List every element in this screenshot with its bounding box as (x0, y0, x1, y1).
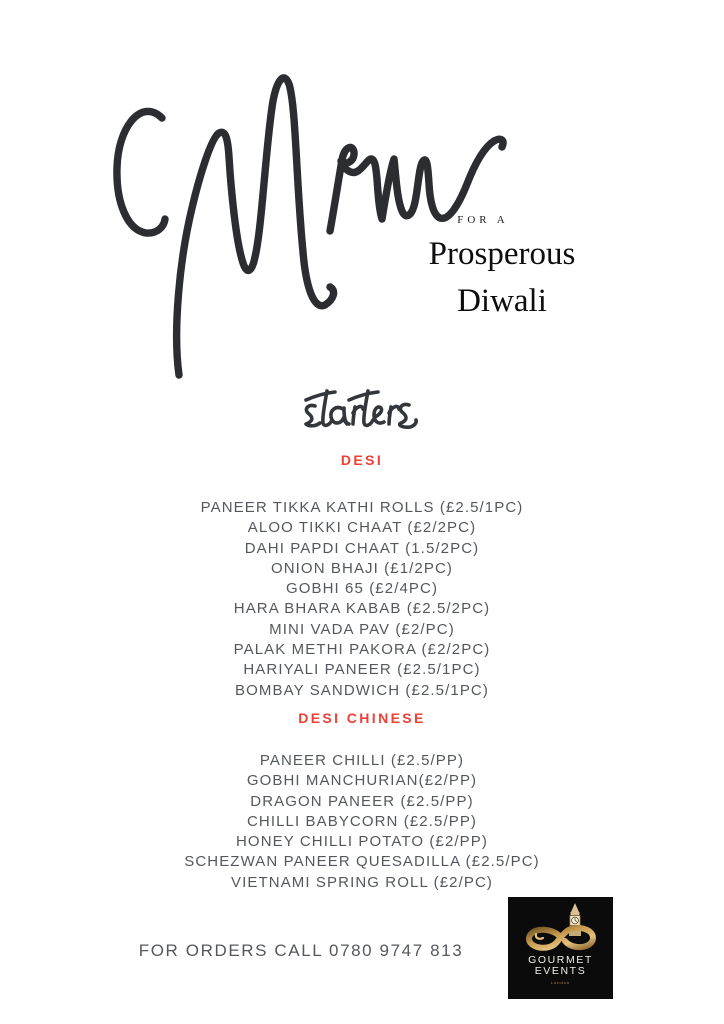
page-title-line2: Diwali (457, 283, 547, 319)
menu-sections (0, 452, 724, 893)
menu-item: DRAGON PANEER (£2.5/PP) (250, 792, 474, 810)
logo-name-line1: GOURMET (528, 954, 593, 966)
menu-item: PALAK METHI PAKORA (£2/2PC) (233, 641, 491, 659)
menu-item: ONION BHAJI (£1/2PC) (270, 559, 454, 577)
menu-item: CHILLI BABYCORN (£2.5/PP) (246, 812, 478, 830)
menu-item: MINI VADA PAV (£2/PC) (269, 620, 455, 638)
orders-contact-line: FOR ORDERS CALL 0780 9747 813 (138, 941, 464, 960)
menu-item: BOMBAY SANDWICH (£2.5/1PC) (235, 681, 489, 699)
menu-section-heading: DESI (340, 452, 384, 468)
logo-name-line2: EVENTS (534, 965, 587, 977)
logo-tagline: London (550, 980, 571, 985)
eyebrow-text: FOR A (457, 214, 509, 226)
menu-item: GOBHI 65 (£2/4PC) (285, 580, 439, 598)
menu-item: ALOO TIKKI CHAAT (£2/2PC) (247, 519, 477, 537)
starters-script-label (298, 383, 424, 437)
infinity-bigben-logo-icon (522, 902, 600, 954)
menu-section-heading: DESI CHINESE (298, 709, 426, 726)
menu-item: DAHI PAPDI CHAAT (1.5/2PC) (244, 539, 480, 557)
menu-item: HARA BHARA KABAB (£2.5/2PC) (233, 600, 491, 618)
gourmet-events-logo (508, 897, 613, 999)
page-title (388, 231, 616, 325)
menu-item: GOBHI MANCHURIAN(£2/PP) (246, 772, 478, 790)
menu-item: HONEY CHILLI POTATO (£2/PP) (236, 833, 488, 851)
menu-item: PANEER CHILLI (£2.5/PP) (259, 751, 465, 769)
logo-name (528, 955, 593, 977)
menu-item: HARIYALI PANEER (£2.5/1PC) (243, 661, 481, 679)
menu-item: PANEER TIKKA KATHI ROLLS (£2.5/1PC) (200, 499, 524, 516)
page-title-line1: Prosperous (428, 236, 576, 272)
menu-item: SCHEZWAN PANEER QUESADILLA (£2.5/PC) (184, 853, 540, 871)
menu-item: VIETNAMI SPRING ROLL (£2/PC) (231, 873, 493, 891)
